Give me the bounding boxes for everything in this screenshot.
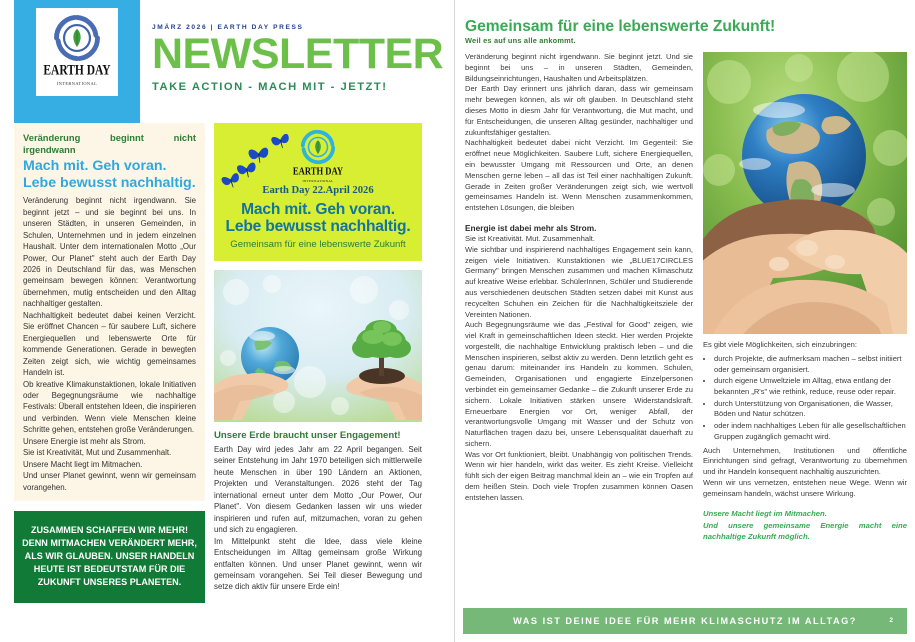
list-item: • durch eigene Umweltziele im Alltag, etwa entlang der bekannten „R's" wie rethink, reduce, reuse oder repair. [714, 376, 907, 397]
right-columns [465, 52, 907, 542]
list-item: • oder indem nachhaltiges Leben für alle gesellschaftlichen Gruppen zugänglich gemacht wird. [714, 421, 907, 442]
logo-subtext: INTERNATIONAL [56, 80, 98, 86]
left-column-b [214, 123, 422, 642]
right-paragraph: Was vor Ort funktioniert, bleibt. Unabhängig von politischen Trends. Wenn wir hier handeln, wirkt das weiter. Es zieht Kreise. Vielleicht fühlt sich der eigen Beitrag manchmal klein an – wie ein Tropfen auf dem heißen Stein. Doch viele Tropfen zusammen können Oasen entstehen lassen. [465, 449, 693, 502]
lead-paragraph: Nachhaltigkeit bedeutet dabei keinen Verzicht. Sie eröffnet Chancen – für saubere Luft, sichere Energiequellen und lebenswerte Orte für kommende Generationen. Gerade in bewegten Zeiten zeigt sich, wie wichtig gemeinsames Handeln ist. [23, 310, 196, 378]
energy-subheading: Sie ist Kreativität. Mut. Zusammenhalt. [465, 233, 595, 243]
lead-headline: Mach mit. Geh voran. Lebe bewusst nachhaltig. [23, 158, 196, 191]
footer-banner [463, 608, 907, 634]
right-page [455, 0, 915, 642]
list-item: • durch Projekte, die aufmerksam machen – selbst initiiert oder gemeinsam organisiert. [714, 354, 907, 375]
photo-illustration [214, 270, 422, 422]
logo-wordmark: EARTH DAY [43, 63, 111, 79]
call-to-action-box: ZUSAMMEN SCHAFFEN WIR MEHR! DENN MITMACHEN VERÄNDERT MEHR, ALS WIR GLAUBEN. UNSER HANDELN HEUTE IST BEDEUTSTAM FÜR DIE ZUKUNFT UNSERES PLANETEN. [14, 511, 205, 603]
poster-main-line2: Lebe bewusst nachhaltig. [225, 218, 411, 236]
poster-date: Earth Day 22.April 2026 [262, 185, 374, 196]
right-column-a [465, 52, 693, 542]
poster-main-line1: Mach mit. Geh voran. [241, 201, 395, 218]
lead-body [23, 195, 196, 493]
footer-banner-text: WAS IST DEINE IDEE FÜR MEHR KLIMASCHUTZ IM ALLTAG? [513, 616, 857, 626]
mid-article-body [214, 444, 422, 593]
right-paragraph: Wenn wir uns vernetzen, entstehen neue Wege. Wenn wir gemeinsam handeln, wächst unsere Wirkung. [703, 477, 907, 498]
participation-list [703, 354, 907, 443]
mid-article-heading: Unsere Erde braucht unser Engagement! [214, 430, 401, 441]
bullets-intro: Es gibt viele Möglichkeiten, sich einzubringen: [703, 340, 857, 350]
earth-day-poster [214, 123, 422, 261]
left-page [0, 0, 455, 642]
list-item: • durch Unterstützung von Organisationen, die Wasser, Böden und Natur schützen. [714, 399, 907, 420]
right-paragraph: Nachhaltigkeit bedeutet dabei nicht Verzicht. Im Gegenteil: Sie eröffnet neue Möglichkeiten. Saubere Luft, sichere Energiequellen, ein bewusster Umgang mit Ressourcen und Orte, an denen Menschen gerne leben – all das ist Teil einer nachhaltigen Zukunft. Gerade in Zeiten großer Veränderungen zeigt sich, wie wertvoll gemeinsames Handeln ist. Wenn Menschen zusammenkommen, entstehen Lösungen, die bleiben [465, 138, 693, 213]
closing-statement [703, 508, 907, 541]
issue-kicker: JMÄRZ 2026 | EARTH DAY PRESS [152, 24, 304, 31]
lead-paragraph: Und unser Planet gewinnt, wenn wir gemeinsam vorangehen. [23, 471, 196, 492]
poster-logo [290, 128, 346, 183]
masthead [0, 0, 454, 120]
page-title: NEWSLETTER [152, 30, 444, 78]
photo-illustration [703, 52, 907, 334]
earth-day-logo-icon [298, 128, 338, 166]
masthead-text [152, 24, 448, 93]
right-body-b [703, 446, 907, 500]
right-paragraph: Veränderung beginnt nicht irgendwann. Sie beginnt jetzt. Und sie beginnt bei uns – in unseren Städten, Gemeinden, Bildungseinrichtungen, Haushalten und Arbeitsplätzen. [465, 52, 693, 83]
right-column-b [703, 52, 907, 542]
closing-line-2: Und unsere gemeinsame Energie macht eine nachhaltige Zukunft möglich. [703, 520, 907, 541]
mid-paragraph: Im Mittelpunkt steht die Idee, dass viele kleine Entscheidungen im Alltag gemeinsam große Wirkung entfalten können. Und unser Planet gewinnt, wenn wir gemeinsam vorangehen. Sei Teil dieser Bewegung und setze dich aktiv für unsere Erde ein! [214, 536, 422, 592]
energy-heading: Energie ist dabei mehr als Strom. [465, 222, 597, 233]
lead-paragraph: Unsere Energie ist mehr als Strom. [23, 436, 146, 446]
right-body-a [465, 52, 693, 214]
photo-hands-holding-globe [703, 52, 907, 334]
lead-paragraph: Sie ist Kreativität, Mut und Zusammenhalt. [23, 448, 172, 458]
tagline: TAKE ACTION - MACH MIT - JETZT! [152, 80, 388, 93]
left-columns [0, 123, 454, 642]
page-number: 2 [889, 617, 893, 624]
left-column-a [14, 123, 205, 642]
poster-logo-subtext: INTERNATIONAL [302, 178, 334, 183]
lead-paragraph: Unsere Macht liegt im Mitmachen. [23, 459, 143, 469]
right-page-title: Gemeinsam für eine lebenswerte Zukunft! [465, 18, 776, 35]
poster-logo-wordmark: EARTH DAY [292, 164, 344, 178]
right-page-subtitle: Weil es auf uns alle ankommt. [465, 36, 576, 46]
poster-main-text [214, 201, 422, 236]
lead-article-box [14, 123, 205, 501]
lead-paragraph: Ob kreative Klimakunstaktionen, lokale Initiativen oder Begegnungsräume wie nachhaltige Festivals: Überall entstehen Ideen, die inspirieren und verbinden. Wenn viele Menschen kleine Schritte gehen, entstehen große Veränderungen. [23, 379, 196, 435]
right-body-a2 [465, 245, 693, 504]
poster-subtext: Gemeinsam für eine lebenswerte Zukunft [230, 239, 406, 250]
photo-hands-globe-sapling [214, 270, 422, 422]
closing-line-1: Unsere Macht liegt im Mitmachen. [703, 509, 827, 519]
lead-subhead: Veränderung beginnt nicht irgendwann [23, 132, 196, 155]
right-paragraph: Auch Begegnungsräume wie das „Festival for Good" zeigen, wie viel Kraft in gemeinschaftlichen Ideen steckt. Hier werden Projekte vorgestellt, die nachhaltige Entwicklung praktisch leben – und die Menschen inspirieren, selbst aktiv zu werden. Denn letztlich geht es genau darum: miteinander ins Handeln zu kommen. Schulen, Gemeinden, Organisationen und engagierte Einzelpersonen verbindet ein gemeinsamer Gedanke – die Zukunft unserer Erde zu sichern. Lokale Initiativen stärken unsere Widerstandskraft. Erneuerbare Energien vor Ort, weniger Abfall, der verantwortungsvolle Umgang mit Wasser und der Schutz von Naturflächen tragen dazu bei, unsere Lebensqualität dauerhaft zu sichern. [465, 320, 693, 448]
right-paragraph: Wie sichtbar und inspirierend nachhaltiges Engagement sein kann, zeigen viele Initiativen. Kunstaktionen wie „BLUE17CIRCLES Germany" bringen Menschen zusammen und machen Klimaschutz auf kreative Weise erlebbar. SchülerInnen, Schüler und Studierende aus verschiedenen deutschen Städten setzen dabei mit Kunst aus recycelten Schuhen ein Zeichen für die Nachhaltigkeitsziele der Vereinten Nationen. [465, 244, 693, 319]
earth-day-logo [36, 8, 118, 96]
right-paragraph: Auch Unternehmen, Institutionen und öffentliche Einrichtungen sind gefragt, Verantwortung zu übernehmen und ihr Handeln konsequent nachhaltig auszurichten. [703, 445, 907, 477]
right-content [465, 18, 907, 602]
right-paragraph: Der Earth Day erinnert uns jährlich daran, dass wir gemeinsam mehr bewegen können, als wir oft glauben. In Deutschland steht dieses Motto in diesm Jahr für Verantwortung, die Mut macht, und für Entscheidungen, die unseren Alltag gesünder, nachhaltiger und zukunftsfähiger gestalten. [465, 84, 693, 137]
mid-paragraph: Earth Day wird jedes Jahr am 22 April begangen. Seit seiner Entstehung im Jahr 1970 beteiligen sich mittlerweile heute Menschen in über 190 Ländern an Aktionen, Projekten und Veranstaltungen. 2026 steht der Tag international erneut unter dem Motto „Our Power, Our Planet". Von diesem Gedanken lassen wir uns wieder inspirieren und rufen auf, mitzumachen, voran zu gehen und sich zu engagieren. [214, 445, 422, 535]
earth-day-logo-icon [49, 11, 105, 65]
lead-paragraph: Veränderung beginnt nicht irgendwann. Sie beginnt jetzt – und sie beginnt bei uns. In unseren Städten, in unseren Gemeinden, in Schulen, Unternehmen und in jedem einzelnen Haushalt. Unter dem internationalen Motto „Our Power, Our Planet" steht auch der Earth Day 2026 in Deutschland für das, was Menschen gemeinsam bewegen können: Verantwortung übernehmen, mutig entscheiden und den Alltag nachhaltiger gestalten. [23, 196, 196, 309]
